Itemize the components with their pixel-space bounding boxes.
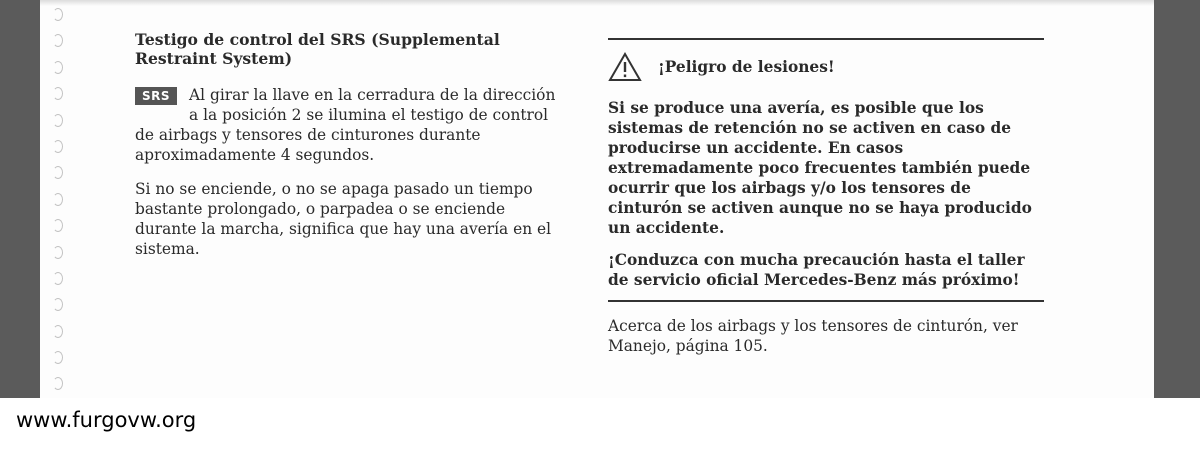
warning-top-rule	[608, 38, 1044, 40]
section-heading: Testigo de control del SRS (Supplemental Restraint System)	[135, 30, 500, 68]
warning-advice: ¡Conduzca con mucha precaución hasta el taller de servicio oficial Mercedes-Benz más próximo!	[608, 251, 1025, 289]
binder-hole	[53, 246, 63, 259]
manual-page	[40, 0, 1154, 398]
scan-border-left	[0, 0, 40, 398]
srs-paragraph-text: Al girar la llave en la cerradura de la dirección a la posición 2 se ilumina el testigo de control de airbags y tensores de cinturones durante aproximadamente 4 segundos.	[135, 86, 556, 164]
srs-paragraph	[135, 85, 565, 165]
warning-title: ¡Peligro de lesiones!	[658, 58, 835, 76]
binder-hole	[53, 193, 63, 206]
binder-hole	[53, 166, 63, 179]
binder-hole	[53, 325, 63, 338]
binder-hole	[53, 61, 63, 74]
warning-bottom-rule	[608, 300, 1044, 302]
srs-indicator-icon: SRS	[135, 87, 177, 105]
fault-paragraph: Si no se enciende, o no se apaga pasado un tiempo bastante prolongado, o parpadea o se enciende durante la marcha, significa que hay una avería en el sistema.	[135, 180, 552, 258]
binder-hole	[53, 272, 63, 285]
right-column	[608, 38, 1044, 356]
binder-hole	[53, 34, 63, 47]
warning-triangle-icon	[608, 52, 642, 82]
binder-hole	[53, 140, 63, 153]
binder-hole	[53, 377, 63, 390]
binder-hole	[53, 219, 63, 232]
binder-hole	[53, 351, 63, 364]
warning-header	[608, 52, 1044, 82]
reference-note: Acerca de los airbags y los tensores de cinturón, ver Manejo, página 105.	[608, 317, 1018, 355]
binder-hole	[53, 298, 63, 311]
binder-hole	[53, 87, 63, 100]
website-watermark: www.furgovw.org	[16, 408, 197, 432]
warning-body: Si se produce una avería, es posible que los sistemas de retención no se activen en caso de producirse un accidente. En casos extremadamente poco frecuentes también puede ocurrir que los airbags y/o los tensores de cinturón se activen aunque no se haya producido un accidente.	[608, 99, 1032, 237]
binder-hole	[53, 114, 63, 127]
scan-border-right	[1154, 0, 1200, 398]
binder-hole	[53, 8, 63, 21]
page-top-shadow	[40, 0, 1154, 6]
left-column	[135, 30, 565, 259]
binder-holes	[53, 8, 67, 398]
